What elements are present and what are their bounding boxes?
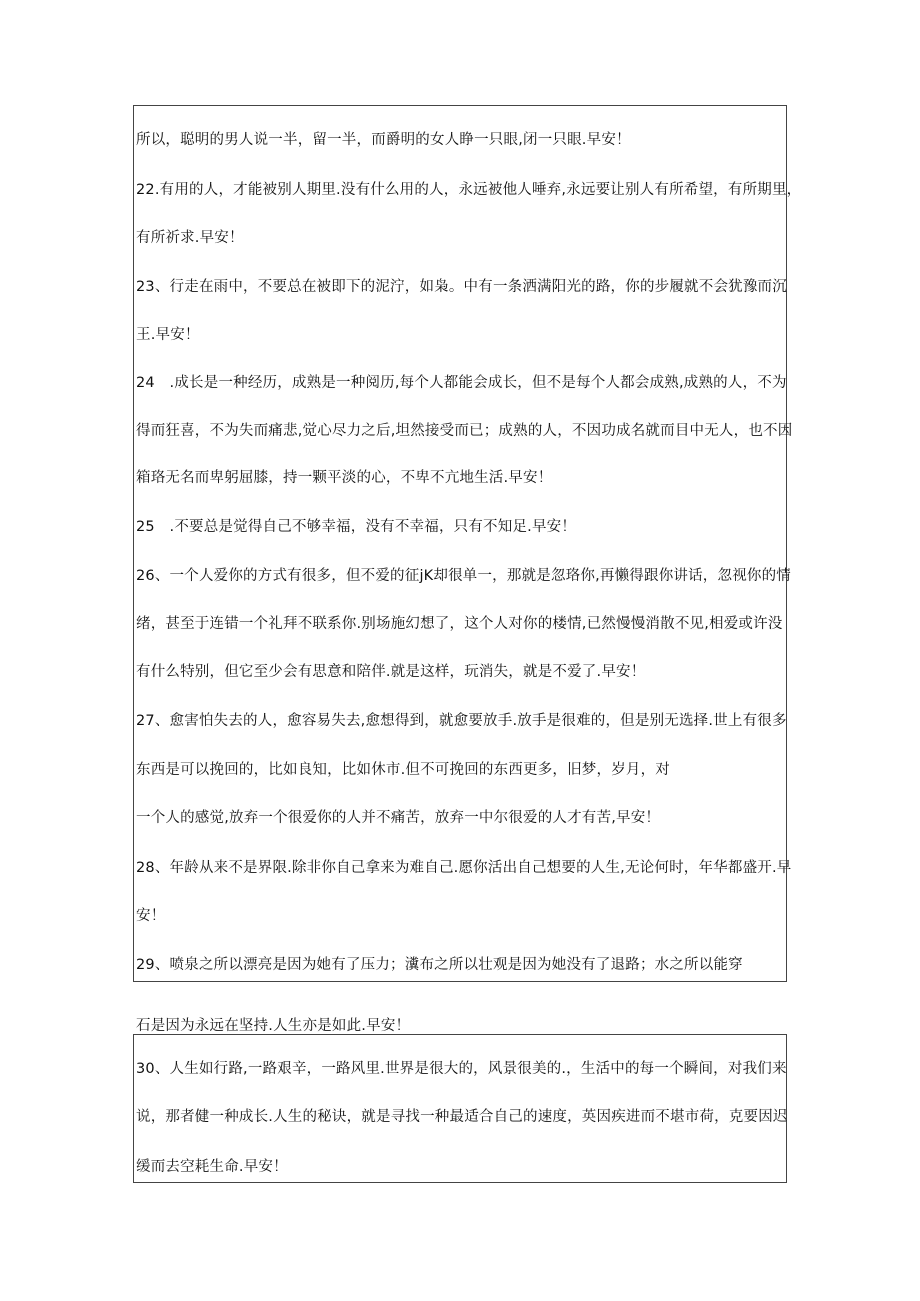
text-line: 30、人生如行路,一路艰辛，一路风里.世界是很大的，风景很美的.，生活中的每一个瞬间，对我们来: [136, 1061, 787, 1077]
text-line: 说，那者健一种成长.人生的秘诀，就是寻找一种最适合自己的速度，英因疾进而不堪市荷，克要因迟: [136, 1109, 788, 1125]
text-line: 29、喷泉之所以漂亮是因为她有了压力；瀵布之所以壮观是因为她没有了退路；水之所以能穿: [136, 957, 743, 973]
text-line: 24 .成长是一种经历，成熟是一种阅历,每个人都能会成长，但不是每个人都会成熟,成熟的人，不为: [136, 375, 787, 391]
text-line: 石是因为永远在坚持.人生亦是如此.早安！: [136, 1018, 411, 1034]
text-line: 有所祈求.早安！: [136, 230, 244, 246]
text-line: 东西是可以挽回的，比如良知，比如休市.但不可挽回的东西更多，旧梦，岁月，对: [136, 762, 671, 778]
text-line: 28、年龄从来不是界限.除非你自己拿来为难自己.愿你活出自己想要的人生,无论何时，年华都盛开.早: [136, 860, 792, 876]
text-line: 得而狂喜，不为失而痛悲,觉心尽力之后,坦然接受而已；成熟的人，不因功成名就而目中无人，也不因: [136, 423, 793, 439]
text-line: 26、一个人爱你的方式有很多，但不爱的征jK却很单一，那就是忽珞你,再懒得跟你讲话，忽视你的情: [136, 568, 791, 584]
text-line: 安！: [136, 908, 166, 924]
text-line: 22.有用的人，才能被别人期里.没有什么用的人，永远被他人唾弃,永远要让别人有所希望，有所期里，: [136, 182, 802, 198]
text-line: 箱珞无名而卑躬屈膝，持一颗平淡的心，不卑不亢地生活.早安！: [136, 470, 553, 486]
text-line: 王.早安！: [136, 327, 200, 343]
text-line: 缓而去空耗生命.早安！: [136, 1159, 288, 1175]
text-line: 一个人的感觉,放弃一个很爱你的人并不痛苦，放弃一中尔很爱的人才有苦,早安！: [136, 810, 661, 826]
text-line: 27、愈害怕失去的人，愈容易失去,愈想得到，就愈要放手.放手是很难的，但是别无选择.世上有很多: [136, 713, 787, 729]
text-line: 所以，聪明的男人说一半，留一半，而爵明的女人睁一只眼,闭一只眼.早安！: [136, 132, 631, 148]
text-line: 25 .不要总是觉得自己不够幸福，没有不幸福，只有不知足.早安！: [136, 519, 577, 535]
text-line: 23、行走在雨中，不要总在被即下的泥泞，如枭。中有一条洒满阳光的路，你的步履就不会犹豫而沉: [136, 279, 787, 295]
text-line: 绪，甚至于连错一个礼拜不联系你.别场施幻想了，这个人对你的楼情,已然慢慢消散不见,相爱或许没: [136, 616, 783, 632]
text-line: 有什么特别，但它至少会有思意和陪伴.就是这样，玩消失，就是不爱了.早安！: [136, 664, 646, 680]
